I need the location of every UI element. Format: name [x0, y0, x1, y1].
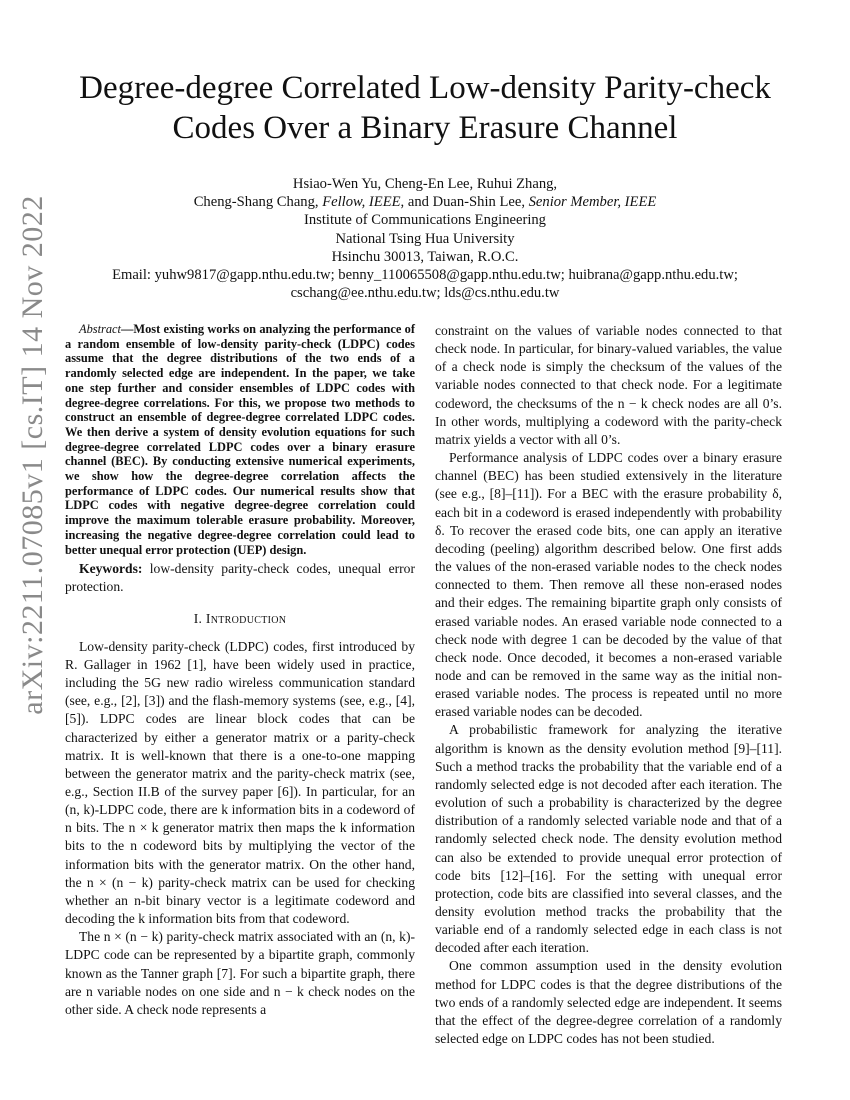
author-chang: Cheng-Shang Chang,	[193, 194, 323, 211]
title-line-2: Codes Over a Binary Erasure Channel	[172, 110, 678, 146]
keywords-label: Keywords:	[79, 561, 143, 577]
abstract-text: —Most existing works on analyzing the performance of a random ensemble of low-density parity-check (LDPC) codes assume that the degree distributions of the two ends of a randomly selected edge are independent. In the paper, we take one step further and consider ensembles of LDPC codes with degree-degree correlations. For this, we propose two methods to construct an ensemble of degree-degree correlated LDPC codes. We then derive a system of density evolution equations for such degree-degree correlated LDPC codes over a binary erasure channel (BEC). By conducting extensive numerical experiments, we show how the degree-degree correlation affects the performance of LDPC codes. Our numerical results show that LDPC codes with negative degree-degree correlation could improve the maximum tolerable erasure probability. Moreover, increasing the negative degree-degree correlation could lead to better unequal error protection (UEP) design.	[65, 322, 415, 557]
arxiv-identifier: arXiv:2211.07085v1 [cs.IT] 14 Nov 2022	[16, 195, 49, 715]
body-paragraph: The n × (n − k) parity-check matrix associated with an (n, k)-LDPC code can be represented by a bipartite graph, commonly known as the Tanner graph [7]. For such a bipartite graph, there are n variable nodes on one side and n − k check nodes on the other side. A check node represents a	[65, 929, 415, 1017]
abstract-label: Abstract	[79, 322, 121, 336]
right-column	[435, 322, 782, 1048]
author-chang-role: Fellow, IEEE	[322, 194, 401, 211]
title-line-1: Degree-degree Correlated Low-density Parity-check	[79, 70, 771, 106]
keywords	[65, 560, 415, 596]
left-column	[65, 322, 415, 1019]
body-paragraph: Low-density parity-check (LDPC) codes, first introduced by R. Gallager in 1962 [1], have been widely used in practice, including the 5G new radio wireless communication standard (see, e.g., [2], [3]) and the flash-memory systems (see, e.g., [4], [5]). LDPC codes are linear block codes that can be characterized by either a generator matrix or a parity-check matrix. It is well-known that there is a one-to-one mapping between the generator matrix and the parity-check matrix (see, e.g., Section II.B of the survey paper [6]). In particular, for an (n, k)-LDPC code, there are k information bits in a codeword of n bits. The n × k generator matrix then maps the k information bits to the n codeword bits by multiplying the vector of the information bits with the generator matrix. On the other hand, the n × (n − k) parity-check matrix can be used for checking whether an n-bit binary vector is a legitimate codeword and decoding the k information bits from that codeword.	[65, 638, 415, 927]
abstract	[65, 322, 415, 557]
affiliation-institute: Institute of Communications Engineering	[304, 212, 546, 229]
arxiv-sidebar	[8, 110, 58, 800]
body-paragraph: constraint on the values of variable nodes connected to that check node. In particular, for binary-valued variables, the value of a check node is simply the checksum of the values of the variable nodes connected to that check node. For a legitimate codeword, the checksums of the n − k check nodes are all 0’s. In other words, multiplying a codeword with the parity-check matrix yields a vector with all 0’s.	[435, 323, 782, 447]
author-lee-role: Senior Member, IEEE	[528, 194, 657, 211]
author-block	[60, 175, 790, 302]
affiliation-location: Hsinchu 30013, Taiwan, R.O.C.	[331, 248, 519, 265]
body-paragraph: A probabilistic framework for analyzing the iterative algorithm is known as the density evolution method [9]–[11]. Such a method tracks the probability that the variable end of a randomly selected edge is not decoded after each iteration. The evolution of such a probability is characterized by the degree distribution of a randomly selected variable node and that of a randomly selected check node. The density evolution method can also be extended to provide unequal error protection of code bits [12]–[16]. For the setting with unequal error protection, code bits are classified into several classes, and the density evolution method tracks the probability that the variable end of a randomly selected edge in each class is not decoded after each iteration.	[435, 722, 782, 956]
paper-title	[60, 68, 790, 148]
body-paragraph: Performance analysis of LDPC codes over a binary erasure channel (BEC) has been studied extensively in the literature (see e.g., [8]–[11]). For a BEC with the erasure probability δ, each bit in a codeword is erased independently with probability δ. To recover the erased code bits, one can apply an iterative decoding (peeling) algorithm described below. One first adds the values of the non-erased variable nodes to the check nodes connected to them. Then remove all these non-erased nodes and their edges. The remaining bipartite graph only consists of erased variable nodes. An erased variable node connected to a check node with degree 1 can be decoded by the value of that check node. Once decoded, it becomes a non-erased variable node and can be removed in the same way as the initial non-erased variable nodes. The process is repeated until no more erased variable nodes can be decoded.	[435, 450, 782, 720]
author-lee: , and Duan-Shin Lee,	[400, 194, 529, 211]
emails-line-2: cschang@ee.nthu.edu.tw; lds@cs.nthu.edu.tw	[290, 285, 560, 302]
affiliation-university: National Tsing Hua University	[335, 230, 515, 247]
keywords-text: low-density parity-check codes, unequal error protection.	[65, 561, 415, 595]
authors-line-2	[60, 193, 790, 211]
section-heading: I. Introduction	[193, 610, 287, 626]
body-paragraph: One common assumption used in the density evolution method for LDPC codes is that the degree distributions of the two ends of a randomly selected edge are independent. It seems that the effect of the degree-degree correlation of a randomly selected edge on LDPC codes has not been studied.	[435, 958, 782, 1047]
authors-line-1: Hsiao-Wen Yu, Cheng-En Lee, Ruhui Zhang,	[292, 176, 558, 192]
emails-line-1: Email: yuhw9817@gapp.nthu.edu.tw; benny_110065508@gapp.nthu.edu.tw; huibrana@gapp.nthu.edu.tw;	[112, 267, 738, 284]
